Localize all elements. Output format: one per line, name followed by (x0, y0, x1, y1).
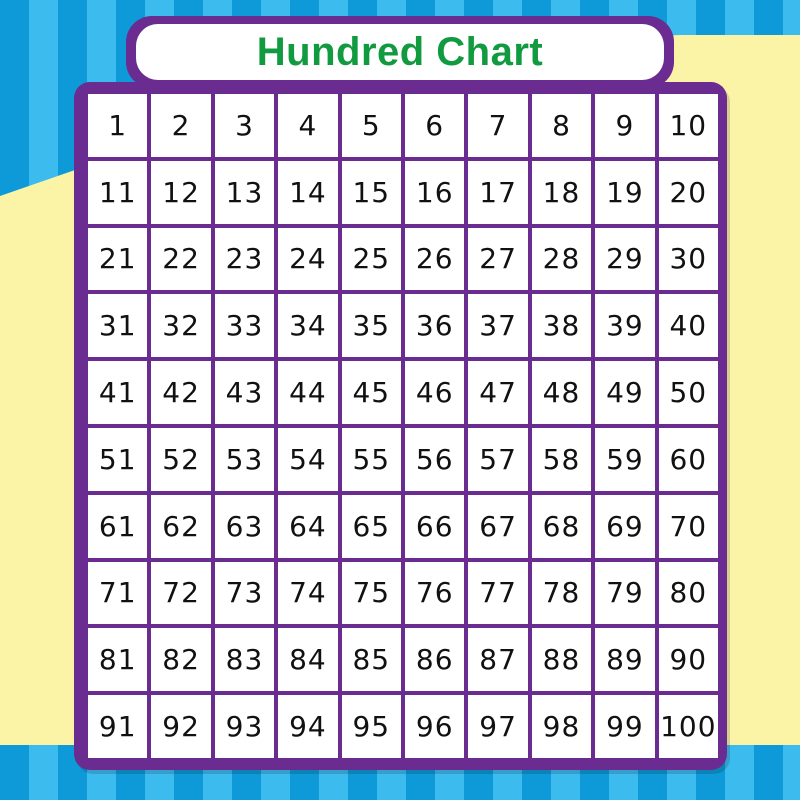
page-title: Hundred Chart (256, 29, 544, 74)
number-cell: 8 (532, 94, 591, 157)
number-cell: 19 (595, 161, 654, 224)
number-cell: 27 (468, 228, 527, 291)
number-cell: 75 (342, 562, 401, 625)
number-cell: 7 (468, 94, 527, 157)
number-cell: 44 (278, 361, 337, 424)
number-cell: 25 (342, 228, 401, 291)
number-cell: 77 (468, 562, 527, 625)
number-cell: 67 (468, 495, 527, 558)
number-cell: 1 (88, 94, 147, 157)
number-cell: 97 (468, 695, 527, 758)
number-cell: 80 (659, 562, 718, 625)
number-cell: 23 (215, 228, 274, 291)
number-cell: 41 (88, 361, 147, 424)
number-cell: 48 (532, 361, 591, 424)
number-cell: 34 (278, 294, 337, 357)
number-cell: 45 (342, 361, 401, 424)
number-cell: 9 (595, 94, 654, 157)
number-cell: 56 (405, 428, 464, 491)
number-cell: 92 (151, 695, 210, 758)
number-cell: 90 (659, 628, 718, 691)
number-cell: 69 (595, 495, 654, 558)
number-cell: 91 (88, 695, 147, 758)
number-cell: 36 (405, 294, 464, 357)
number-cell: 79 (595, 562, 654, 625)
number-cell: 84 (278, 628, 337, 691)
hundred-chart-grid (88, 94, 718, 758)
number-cell: 51 (88, 428, 147, 491)
number-cell: 40 (659, 294, 718, 357)
number-cell: 88 (532, 628, 591, 691)
number-cell: 71 (88, 562, 147, 625)
number-cell: 63 (215, 495, 274, 558)
number-cell: 33 (215, 294, 274, 357)
number-cell: 12 (151, 161, 210, 224)
number-cell: 22 (151, 228, 210, 291)
number-cell: 24 (278, 228, 337, 291)
number-cell: 100 (659, 695, 718, 758)
number-cell: 76 (405, 562, 464, 625)
number-cell: 2 (151, 94, 210, 157)
number-cell: 73 (215, 562, 274, 625)
number-cell: 37 (468, 294, 527, 357)
number-cell: 29 (595, 228, 654, 291)
number-cell: 95 (342, 695, 401, 758)
number-cell: 13 (215, 161, 274, 224)
number-cell: 93 (215, 695, 274, 758)
number-cell: 81 (88, 628, 147, 691)
number-cell: 35 (342, 294, 401, 357)
number-cell: 86 (405, 628, 464, 691)
number-cell: 14 (278, 161, 337, 224)
number-cell: 6 (405, 94, 464, 157)
number-cell: 61 (88, 495, 147, 558)
number-cell: 47 (468, 361, 527, 424)
number-cell: 99 (595, 695, 654, 758)
number-cell: 42 (151, 361, 210, 424)
number-cell: 78 (532, 562, 591, 625)
number-cell: 46 (405, 361, 464, 424)
number-cell: 65 (342, 495, 401, 558)
number-cell: 82 (151, 628, 210, 691)
number-cell: 70 (659, 495, 718, 558)
number-cell: 57 (468, 428, 527, 491)
number-cell: 17 (468, 161, 527, 224)
number-cell: 39 (595, 294, 654, 357)
number-cell: 59 (595, 428, 654, 491)
number-cell: 98 (532, 695, 591, 758)
number-cell: 85 (342, 628, 401, 691)
number-cell: 18 (532, 161, 591, 224)
number-cell: 68 (532, 495, 591, 558)
number-cell: 43 (215, 361, 274, 424)
number-cell: 16 (405, 161, 464, 224)
number-cell: 4 (278, 94, 337, 157)
number-cell: 62 (151, 495, 210, 558)
number-cell: 38 (532, 294, 591, 357)
number-cell: 30 (659, 228, 718, 291)
number-cell: 20 (659, 161, 718, 224)
number-cell: 66 (405, 495, 464, 558)
number-cell: 5 (342, 94, 401, 157)
number-cell: 28 (532, 228, 591, 291)
number-cell: 31 (88, 294, 147, 357)
number-cell: 54 (278, 428, 337, 491)
number-cell: 94 (278, 695, 337, 758)
number-cell: 21 (88, 228, 147, 291)
number-cell: 55 (342, 428, 401, 491)
number-cell: 49 (595, 361, 654, 424)
number-cell: 15 (342, 161, 401, 224)
number-cell: 83 (215, 628, 274, 691)
number-cell: 3 (215, 94, 274, 157)
number-cell: 52 (151, 428, 210, 491)
number-cell: 26 (405, 228, 464, 291)
number-cell: 58 (532, 428, 591, 491)
number-cell: 10 (659, 94, 718, 157)
number-cell: 96 (405, 695, 464, 758)
number-cell: 32 (151, 294, 210, 357)
number-cell: 11 (88, 161, 147, 224)
number-cell: 74 (278, 562, 337, 625)
number-cell: 53 (215, 428, 274, 491)
number-cell: 60 (659, 428, 718, 491)
number-cell: 87 (468, 628, 527, 691)
number-cell: 72 (151, 562, 210, 625)
title-banner (136, 24, 664, 80)
number-cell: 89 (595, 628, 654, 691)
number-cell: 50 (659, 361, 718, 424)
number-cell: 64 (278, 495, 337, 558)
